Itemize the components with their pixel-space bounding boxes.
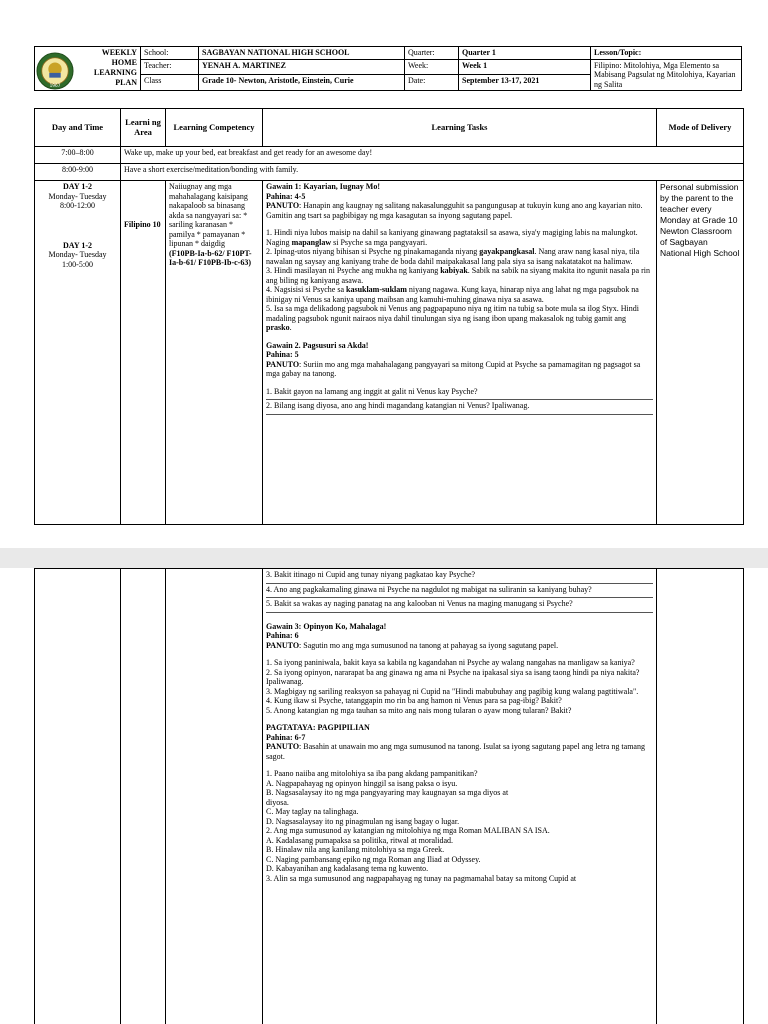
- class-value: Grade 10- Newton, Aristotle, Einstein, Curie: [199, 75, 405, 91]
- pagtataya-line: 1. Paano naiiba ang mitolohiya sa iba pang akdang pampanitikan?: [266, 769, 478, 778]
- gawain3-panuto: PANUTO: Sagutin mo ang mga sumusunod na tanong at pahayag sa iyong sagutang papel.: [266, 640, 559, 650]
- day-days-1: Monday- Tuesday: [48, 191, 107, 201]
- lesson-label: Lesson/Topic:: [591, 47, 742, 60]
- seal-year: 1967: [49, 84, 61, 90]
- pagtataya-line: B. Hinalaw nila ang kanilang mitolohiya sa mga Greek.: [266, 845, 445, 854]
- quarter-label: Quarter:: [405, 47, 459, 60]
- quarter-value: Quarter 1: [459, 47, 591, 60]
- date-label: Date:: [405, 75, 459, 91]
- pagtataya-panuto: PANUTO: Basahin at unawain mo ang mga sumusunod na tanong. Isulat sa iyong sagutang papel ang letra ng tamang sagot.: [266, 742, 645, 761]
- pagtataya-line: C. May taglay na talinghaga.: [266, 807, 359, 816]
- gawain2-item-5: 5. Bakit sa wakas ay naging panatag na ang kalooban ni Venus na maging manugang si Psyche?: [266, 599, 573, 608]
- school-label: School:: [141, 47, 199, 60]
- gawain3-item-3: 3. Magbigay ng sariling reaksyon sa pahayag ni Cupid na "Hindi mabubuhay ang pagibig kung walang pagtitiwala".: [266, 686, 639, 696]
- pagtataya-line: 3. Alin sa mga sumusunod ang nagpapahayag ng tunay na pagmamahal batay sa mitong Cupid at: [266, 873, 577, 883]
- gawain1-panuto: PANUTO: Hanapin ang kaugnay ng salitang nakasalungguhit sa pangungusap at tukuyin kung ano ang kayarian nito. Gamitin ang tsart sa pagbibigay ng mga kasagutan sa inyong sagutang papel.: [266, 201, 643, 220]
- header-table: [34, 46, 742, 91]
- answer-line: [266, 582, 653, 584]
- gawain2-item-2: 2. Bilang isang diyosa, ano ang hindi magandang katangian ni Venus? Ipaliwanag.: [266, 401, 530, 410]
- gawain3-item-1: 1. Sa iyong paniniwala, bakit kaya sa kabila ng kagandahan ni Psyche ay walang nangahas na manligaw sa kaniya?: [266, 658, 635, 667]
- routine-time-1: 7:00–8:00: [35, 147, 121, 164]
- main-table: [34, 108, 744, 525]
- gawain2-panuto: PANUTO: Suriin mo ang mga mahahalagang pangyayari sa mitong Cupid at Psyche sa pamamagitan ng pagsagot sa mga gabay na tanong.: [266, 359, 641, 378]
- teacher-label: Teacher:: [141, 59, 199, 75]
- pagtataya-line: 2. Ang mga sumusunod ay katangian ng mitolohiya ng mga Roman MALIBAN SA ISA.: [266, 826, 550, 835]
- routine-text-1: Wake up, make up your bed, eat breakfast and get ready for an awesome day!: [121, 147, 744, 164]
- learning-area-cell: Filipino 10: [121, 181, 166, 525]
- col-day-time: Day and Time: [35, 109, 121, 147]
- col-learning-area: Learni ng Area: [121, 109, 166, 147]
- lesson-value: Filipino: Mitolohiya, Mga Elemento sa Mabisang Pagsulat ng Mitolohiya, Kayarian ng Salita: [591, 59, 742, 91]
- gawain3-item-5: 5. Anong katangian ng mga tauhan sa mito ang nais mong tularan o ayaw mong tularan? Bakit?: [266, 705, 572, 715]
- day-time-cell: [35, 181, 121, 525]
- gawain1-title: Gawain 1: Kayarian, Iugnay Mo!: [266, 182, 381, 191]
- gawain1-pahina: Pahina: 4-5: [266, 191, 306, 201]
- continuation-table: [34, 568, 744, 1024]
- gawain1-item-2: 2. Ipinag-utos niyang bihisan si Psyche ng pinakamaganda niyang gayakpangkasal. Nang araw nang kasal niya, tila nawalan ng saysay ang kaniyang trahe de boda dahil maipakakasal lang pala siya sa isang nakatatakot na halimaw.: [266, 247, 640, 266]
- mode-of-delivery-cell: Personal submission by the parent to the teacher every Monday at Grade 10 Newton Classroom of Sagbayan National High School: [657, 181, 744, 525]
- col-tasks: Learning Tasks: [263, 109, 657, 147]
- competency-text: Naiiugnay ang mga mahahalagang kaisipang nakapaloob sa binasang akda sa nangyayari sa: * sariling karanasan * pamilya * pamayanan * lipunan * daigdig: [169, 182, 248, 248]
- answer-line: [266, 611, 653, 613]
- school-value: SAGBAYAN NATIONAL HIGH SCHOOL: [199, 47, 405, 60]
- week-value: Week 1: [459, 59, 591, 75]
- day-days-2: Monday- Tuesday: [48, 250, 107, 259]
- pagtataya-line: D. Kabayanihan ang kadalasang tema ng kuwento.: [266, 864, 429, 873]
- competency-code: (F10PB-Ia-b-62/ F10PT-Ia-b-61/ F10PB-Ib-c-63): [169, 248, 252, 267]
- gawain2-pahina: Pahina: 5: [266, 350, 299, 359]
- teacher-value: YENAH A. MARTINEZ: [199, 59, 405, 75]
- plan-title: WEEKLY HOME LEARNING PLAN: [35, 47, 141, 91]
- gawain2-item-3: 3. Bakit itinago ni Cupid ang tunay niyang pagkatao kay Psyche?: [266, 570, 476, 579]
- pagtataya-title: PAGTATAYA: PAGPIPILIAN: [266, 723, 370, 732]
- col-mode: Mode of Delivery: [657, 109, 744, 147]
- tasks-cell-page2: [263, 569, 657, 1024]
- gawain2-item-1: 1. Bakit gayon na lamang ang inggit at galit ni Venus kay Psyche?: [266, 386, 478, 396]
- gawain2-title: Gawain 2. Pagsusuri sa Akda!: [266, 340, 369, 350]
- pagtataya-line: D. Nagsasalaysay ito ng pinagmulan ng isang bagay o lugar.: [266, 816, 460, 826]
- routine-text-2: Have a short exercise/meditation/bonding with family.: [121, 164, 744, 181]
- page-gap: [0, 548, 768, 568]
- pagtataya-line: B. Nagsasalaysay ito ng mga pangyayaring may kaugnayan sa mga diyos at: [266, 788, 509, 797]
- day-time-1: 8:00-12:00: [59, 201, 96, 210]
- class-label: Class: [141, 75, 199, 91]
- tasks-cell-page1: [263, 181, 657, 525]
- answer-line: [266, 413, 653, 415]
- page-2: [0, 568, 768, 1024]
- pagtataya-line: diyosa.: [266, 797, 289, 807]
- col-competency: Learning Competency: [166, 109, 263, 147]
- gawain1-item-5: 5. Isa sa mga delikadong pagsubok ni Venus ang pagpapapuno niya ng itim na tubig sa bote mula sa ilog Styx. Hindi madaling pagsubok ngunit nairaos niya dahil tinulungan siya ng isang ibon upang makasalok ng tubig gamit ang prasko.: [266, 304, 639, 332]
- school-seal-logo: [36, 52, 74, 90]
- gawain2-item-4: 4. Ano ang pagkakamaling ginawa ni Psyche na nagdulot ng mabigat na suliranin sa kaniyang buhay?: [266, 584, 592, 594]
- gawain1-item-4: 4. Nagsisisi si Psyche sa kasuklam-suklam niyang nagawa. Kung kaya, hinarap niya ang lahat ng mga pagsubok na ibinigay ni Venus sa kaniya upang maibsan ang kamuhi-muhing ginawa niya sa asawa.: [266, 285, 639, 304]
- answer-line: [266, 398, 653, 400]
- day-time-cell-cont: [35, 569, 121, 1024]
- date-value: September 13-17, 2021: [459, 75, 591, 91]
- learning-area-cell-cont: [121, 569, 166, 1024]
- routine-time-2: 8:00-9:00: [35, 164, 121, 181]
- pagtataya-pahina: Pahina: 6-7: [266, 732, 306, 742]
- pagtataya-line: C. Naging pambansang epiko ng mga Roman ang Iliad at Odyssey.: [266, 854, 481, 864]
- day-time-2: 1:00-5:00: [61, 259, 94, 269]
- week-label: Week:: [405, 59, 459, 75]
- gawain1-item-1: 1. Hindi niya lubos maisip na dahil sa kaniyang ginawang pagtataksil sa asawa, siya'y magiging labis na malungkot. Naging mapanglaw si Psyche sa mga pangyayari.: [266, 228, 638, 247]
- pagtataya-line: A. Nagpapahayag ng opinyon hinggil sa isang paksa o isyu.: [266, 778, 458, 788]
- day-label-2: DAY 1-2: [63, 240, 92, 250]
- answer-line: [266, 596, 653, 598]
- gawain1-item-3: 3. Hindi masilayan ni Psyche ang mukha ng kaniyang kabiyak. Sabik na sabik na siyang makita ito ngunit nasala pa rin ang biling ng kaniyang asawa.: [266, 266, 650, 285]
- gawain3-pahina: Pahina: 6: [266, 631, 299, 640]
- day-label-1: DAY 1-2: [63, 182, 92, 191]
- competency-cell-cont: [166, 569, 263, 1024]
- gawain3-item-4: 4. Kung ikaw si Psyche, tatanggapin mo rin ba ang hamon ni Venus para sa pag-ibig? Bakit?: [266, 696, 562, 705]
- gawain3-item-2: 2. Sa iyong opinyon, nararapat ba ang ginawa ng ama ni Psyche na ipakasal siya sa isang taong hindi pa niya nakita? Ipaliwanag.: [266, 667, 640, 686]
- competency-cell: [166, 181, 263, 525]
- pagtataya-line: A. Kadalasang pumapaksa sa politika, ritwal at moralidad.: [266, 835, 454, 845]
- mode-cell-cont: [657, 569, 744, 1024]
- gawain3-title: Gawain 3: Opinyon Ko, Mahalaga!: [266, 621, 387, 631]
